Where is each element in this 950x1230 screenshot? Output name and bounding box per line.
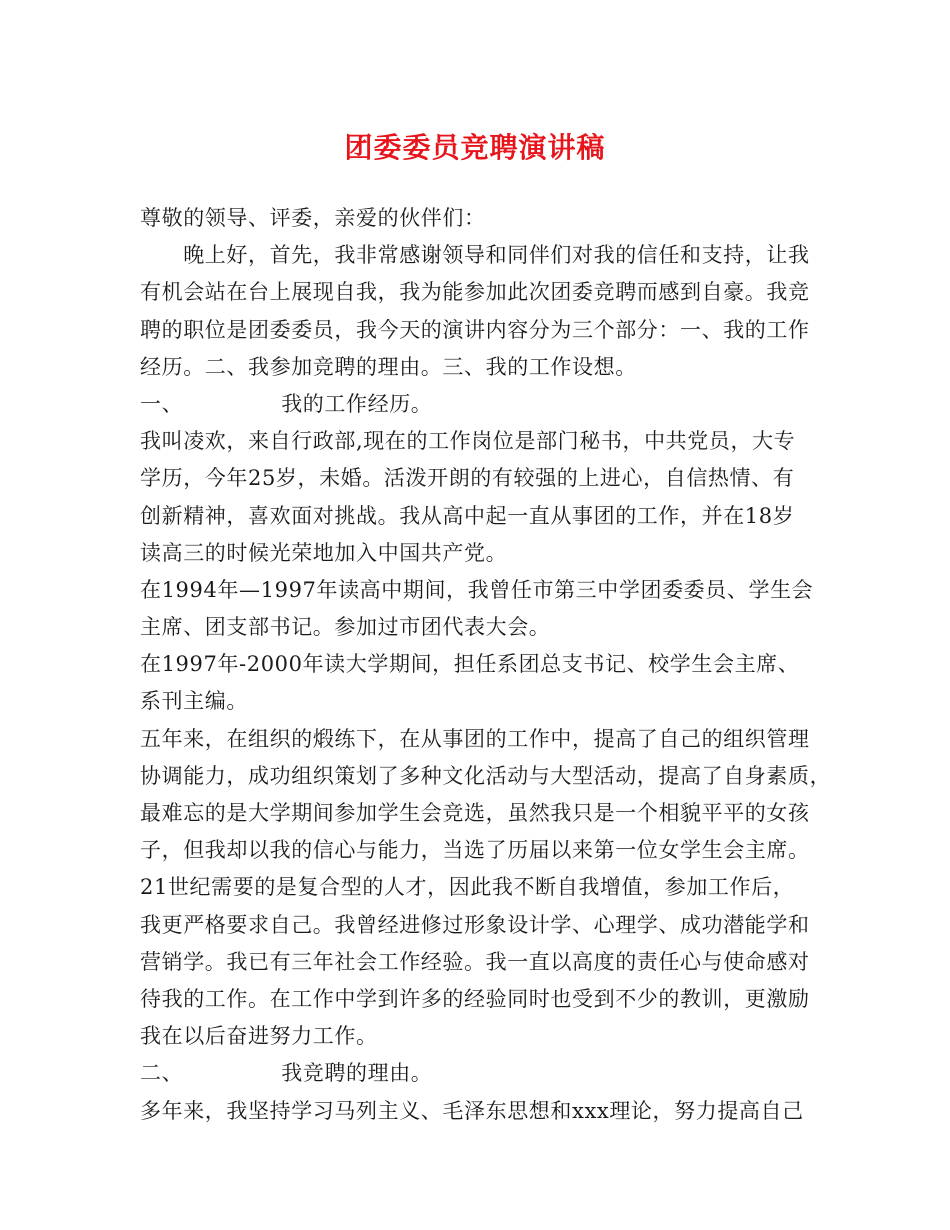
paragraph-line: 创新精神，喜欢面对挑战。我从高中起一直从事团的工作，并在18岁 — [140, 503, 795, 528]
paragraph-line: 读高三的时候光荣地加入中国共产党。 — [140, 540, 508, 565]
paragraph-line: 在1997年-2000年读大学期间，担任系团总支书记、校学生会主席、 — [140, 652, 800, 677]
paragraph-line: 我叫凌欢，来自行政部,现在的工作岗位是部门秘书，中共党员，大专 — [140, 429, 796, 454]
section-heading-text: 我竞聘的理由。 — [281, 1061, 433, 1086]
paragraph-line: 营销学。我已有三年社会工作经验。我一直以高度的责任心与使命感对 — [140, 949, 810, 974]
paragraph-line: 聘的职位是团委委员，我今天的演讲内容分为三个部分：一、我的工作 — [140, 317, 810, 342]
paragraph-line: 尊敬的领导、评委，亲爱的伙伴们： — [140, 206, 486, 230]
paragraph-line: 我更严格要求自己。我曾经进修过形象设计学、心理学、成功潜能学和 — [140, 912, 810, 937]
paragraph-line: 有机会站在台上展现自我，我为能参加此次团委竞聘而感到自豪。我竞 — [140, 280, 810, 305]
paragraph-line: 学历，今年25岁，未婚。活泼开朗的有较强的上进心，自信热情、有 — [140, 466, 795, 491]
paragraph-line: 子，但我却以我的信心与能力，当选了历届以来第一位女学生会主席。 — [140, 838, 810, 863]
paragraph-line: 协调能力，成功组织策划了多种文化活动与大型活动，提高了自身素质， — [140, 763, 832, 788]
paragraph-line: 系刊主编。 — [140, 689, 248, 714]
section-heading-two — [140, 1055, 840, 1092]
section-heading-one — [140, 386, 840, 423]
paragraph-line: 五年来，在组织的煅练下，在从事团的工作中，提高了自己的组织管理 — [140, 726, 810, 751]
paragraph-line: 21世纪需要的是复合型的人才，因此我不断自我增值，参加工作后， — [140, 875, 795, 900]
section-number: 二、 — [140, 1061, 184, 1086]
paragraph-line: 待我的工作。在工作中学到许多的经验同时也受到不少的教训，更激励 — [140, 986, 810, 1011]
document-body — [140, 200, 840, 1130]
paragraph-line: 多年来，我坚持学习马列主义、毛泽东思想和xxx理论，努力提高自己 — [140, 1098, 804, 1123]
section-heading-text: 我的工作经历。 — [281, 391, 433, 416]
paragraph-line: 在1994年—1997年读高中期间，我曾任市第三中学团委委员、学生会 — [140, 577, 814, 602]
paragraph-line: 最难忘的是大学期间参加学生会竞选，虽然我只是一个相貌平平的女孩 — [140, 801, 810, 825]
paragraph-line: 我在以后奋进努力工作。 — [140, 1024, 378, 1049]
paragraph-line: 主席、团支部书记。参加过市团代表大会。 — [140, 615, 551, 640]
paragraph-line: 经历。二、我参加竞聘的理由。三、我的工作设想。 — [140, 354, 637, 379]
section-number: 一、 — [140, 391, 184, 416]
document-title: 团委委员竞聘演讲稿 — [344, 131, 606, 164]
paragraph-line: 晚上好，首先，我非常感谢领导和同伴们对我的信任和支持，让我 — [140, 243, 810, 268]
